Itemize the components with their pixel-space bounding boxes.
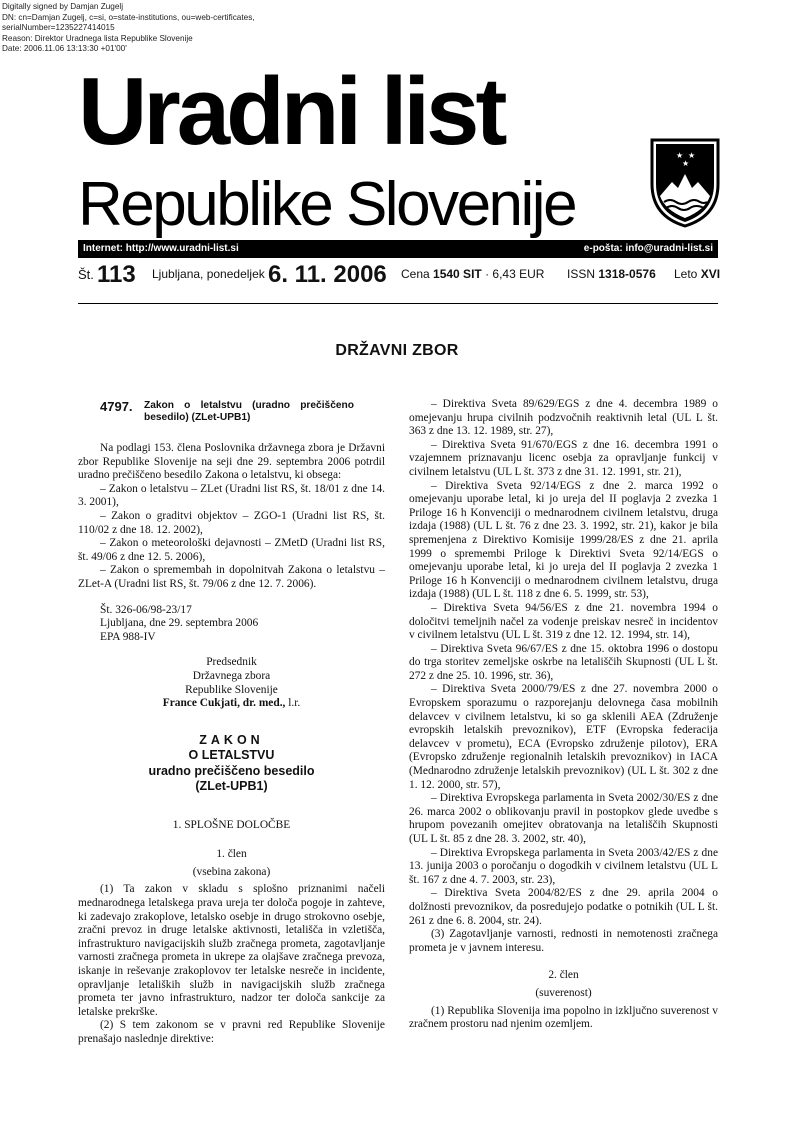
act-title: Zakon o letalstvu (uradno prečiščeno besedilo) (ZLet-UPB1) bbox=[144, 400, 354, 423]
signer-line: Državnega zbora bbox=[192, 669, 271, 682]
directive-item: – Direktiva Sveta 96/67/ES z dne 15. oktobra 1996 o dostopu do trga storitev zemeljske oskrbe na letališčih Skupnosti (UL L št. 272 z dne 25. 10. 1996, str. 36), bbox=[409, 642, 718, 682]
law-heading-line: (ZLet-UPB1) bbox=[195, 779, 268, 794]
act-heading bbox=[100, 400, 385, 424]
directive-item: – Direktiva Sveta 2004/82/ES z dne 29. aprila 2004 o dolžnosti prevoznikov, da posredujejo podatke o potnikih (UL L št. 261 z dne 6. 8. 2004, str. 24). bbox=[409, 887, 718, 927]
list-item: – Zakon o letalstvu – ZLet (Uradni list RS, št. 18/01 z dne 14. 3. 2001), bbox=[78, 482, 385, 509]
issue-number-label: Št. bbox=[78, 267, 94, 282]
svg-text:★: ★ bbox=[688, 151, 696, 160]
signer-name-line bbox=[78, 697, 385, 711]
article-title: 2. člen bbox=[548, 969, 579, 982]
signer-block bbox=[78, 656, 385, 710]
signer-line: Republike Slovenije bbox=[185, 683, 278, 696]
left-column bbox=[78, 400, 385, 1047]
article-title: 1. člen bbox=[216, 848, 247, 861]
list-item: – Zakon o meteorološki dejavnosti – ZMetD (Uradni list RS, št. 49/06 z dne 12. 5. 2006), bbox=[78, 537, 385, 563]
issue-price bbox=[401, 267, 544, 281]
svg-text:★: ★ bbox=[676, 151, 684, 160]
email-link[interactable]: e-pošta: info@uradni-list.si bbox=[583, 243, 713, 254]
paragraph: (3) Zagotavljanje varnosti, rednosti in nemotenosti zračnega prometa je v javnem interesu. bbox=[409, 928, 718, 954]
signature-line: serialNumber=1235227414015 bbox=[2, 23, 115, 33]
article-subtitle: (vsebina zakona) bbox=[192, 865, 271, 878]
reference-line: Ljubljana, dne 29. septembra 2006 bbox=[100, 617, 259, 630]
reference-line: EPA 988-IV bbox=[100, 630, 156, 643]
paragraph: (2) S tem zakonom se v pravni red Republike Slovenije prenašajo naslednje direktive: bbox=[78, 1019, 385, 1045]
price-eur: · 6,43 EUR bbox=[485, 267, 545, 281]
price-sit: 1540 SIT bbox=[433, 267, 482, 281]
law-heading bbox=[78, 733, 385, 795]
issn-value: 1318-0576 bbox=[598, 267, 656, 281]
website-link[interactable]: Internet: http://www.uradni-list.si bbox=[83, 243, 239, 254]
directive-item: – Direktiva Evropskega parlamenta in Sveta 2002/30/ES z dne 26. marca 2002 o oblikovanju pravil in postopkov glede uvedbe s hrupom povezanih omejitev obratovanja na letališčih Skupnosti (UL L št. 85 z dne 28. 3. 2002, str. 40), bbox=[409, 792, 718, 845]
issn-label: ISSN bbox=[567, 267, 596, 281]
article-subtitle: (suverenost) bbox=[535, 986, 592, 999]
right-column bbox=[409, 398, 718, 1032]
leto-label: Leto bbox=[674, 267, 698, 281]
svg-text:★: ★ bbox=[682, 159, 690, 168]
volume-year bbox=[674, 267, 720, 281]
law-word: ZAKON bbox=[199, 732, 264, 747]
leto-value: XVI bbox=[700, 267, 721, 281]
digital-signature bbox=[2, 2, 255, 55]
header-divider bbox=[78, 303, 718, 304]
signature-line: DN: cn=Damjan Zugelj, c=si, o=state-institutions, ou=web-certificates, bbox=[2, 12, 255, 22]
intro-paragraph: Na podlagi 153. člena Poslovnika državnega zbora je Državni zbor Republike Slovenije na seji dne 29. septembra 2006 potrdil uradno prečiščeno besedilo Zakona o letalstvu, ki obsega: bbox=[78, 442, 385, 482]
directive-item: – Direktiva Sveta 2000/79/ES z dne 27. novembra 2000 o Evropskem sporazumu o razporejanju delovnega časa mobilnih delavcev v civilnem letalstvu, ki so ga sklenili AEA (Združenje evropskih letalskih prevoznikov), ETF (Evropska federacija delavcev v prometu), ECA (Evropsko združenje pilotov), ERA (Evropsko združenje regionalnih letalskih prevoznikov) in IACA (Mednarodno združenje letalskih prevoznikov) (UL L št. 302 z dne 1. 12. 2000, str. 57), bbox=[409, 683, 718, 791]
issue-date: 6. 11. 2006 bbox=[268, 261, 387, 288]
act-number: 4797. bbox=[100, 399, 133, 414]
masthead-subtitle: Republike Slovenije bbox=[78, 170, 576, 239]
signature-line: Date: 2006.11.06 13:13:30 +01'00' bbox=[2, 44, 127, 54]
issue-place-day: Ljubljana, ponedeljek bbox=[152, 267, 265, 281]
paragraph: (1) Republika Slovenija ima popolno in izključno suverenost v zračnem prostoru nad njenim ozemljem. bbox=[409, 1004, 718, 1031]
paragraph: (1) Ta zakon v skladu s splošno priznanimi načeli mednarodnega letalskega prava ureja ter določa pogoje in zahteve, ki zadevajo zrakoplove, letalsko osebje in drugo strokovno osebje, zračni prevoz in druge letalske aktivnosti, letališča in vzletišča, infrastrukturo navigacijskih služb zračnega prometa, zagotavljanje varnosti zračnega prometa in ukrepe za olajšave zračnega prevoza, iskanje in reševanje zrakoplovov ter letalske nesreče in incidente, opravljanje letaliških služb in navigacijskih služb zračnega prometa ter javno infrastrukturo, nadzor ter določa sankcije za letalske prekrške. bbox=[78, 883, 385, 1018]
issue-info-line bbox=[78, 261, 721, 292]
price-label: Cena bbox=[401, 267, 430, 281]
signer-name: France Cukjati, dr. med., bbox=[162, 697, 286, 710]
directive-item: – Direktiva Sveta 92/14/EGS z dne 2. marca 1992 o omejevanju uporabe letal, ki jo ureja del II poglavja 2 zvezka 1 Priloge 16 h Konvenciji o mednarodnem civilnem letalstvu, druga izdaja (1988) (UL L št. 76 z dne 23. 3. 1992, str. 21), kakor je bila spremenjena z Direktivo Komisije 1999/28/ES z dne 21. aprila 1999 o spremembi Priloge k Direktivi Sveta 92/14/EGS o omejevanju uporabe letal, ki jo ureja del II poglavja 2 zvezka 1 Priloge 16 h Konvenciji o mednarodnem civilnem letalstvu, druga izdaja (1988) (UL L št. 118 z dne 6. 5. 1999, str. 53), bbox=[409, 479, 718, 601]
signature-line: Reason: Direktor Uradnega lista Republike Slovenije bbox=[2, 33, 193, 43]
law-heading-line: uradno prečiščeno besedilo bbox=[148, 763, 315, 778]
reference-line: Št. 326-06/98-23/17 bbox=[100, 603, 192, 616]
masthead-contact-bar bbox=[78, 240, 718, 258]
section-title: DRŽAVNI ZBOR bbox=[335, 342, 459, 359]
list-item: – Zakon o graditvi objektov – ZGO-1 (Uradni list RS, št. 110/02 z dne 18. 12. 2002), bbox=[78, 509, 385, 536]
directive-item: – Direktiva Sveta 94/56/ES z dne 21. novembra 1994 o določitvi temeljnih načel za vodenje preiskav nesreč in incidentov v civilnem letalstvu (UL L št. 319 z dne 12. 12. 1994, str. 14), bbox=[409, 601, 718, 642]
directive-item: – Direktiva Sveta 89/629/EGS z dne 4. decembra 1989 o omejevanju hrupa civilnih podzvočnih reaktivnih letal (UL L št. 363 z dne 13. 12. 1989, str. 27), bbox=[409, 398, 718, 438]
signer-line: Predsednik bbox=[206, 656, 257, 669]
directive-item: – Direktiva Sveta 91/670/EGS z dne 16. decembra 1991 o vzajemnem priznavanju licenc osebja za opravljanje funkcij v civilnem letalstvu (UL L št. 373 z dne 31. 12. 1991, str. 21), bbox=[409, 438, 718, 478]
law-heading-line: O LETALSTVU bbox=[188, 748, 275, 763]
issn bbox=[567, 267, 656, 281]
coat-of-arms-icon bbox=[650, 138, 720, 228]
masthead-title: Uradni list bbox=[78, 58, 504, 165]
directive-item: – Direktiva Evropskega parlamenta in Sveta 2003/42/ES z dne 13. junija 2003 o poročanju o dogodkih v civilnem letalstvu (UL L št. 167 z dne 4. 7. 2003, str. 23), bbox=[409, 846, 718, 886]
list-item: – Zakon o spremembah in dopolnitvah Zakona o letalstvu – ZLet-A (Uradni list RS, št. 79/06 z dne 12. 7. 2006). bbox=[78, 564, 385, 590]
reference-block bbox=[100, 604, 385, 645]
signer-suffix: l.r. bbox=[285, 697, 301, 710]
chapter-title: 1. SPLOŠNE DOLOČBE bbox=[172, 818, 291, 831]
signature-line: Digitally signed by Damjan Zugelj bbox=[2, 2, 124, 11]
issue-number: 113 bbox=[97, 261, 136, 288]
